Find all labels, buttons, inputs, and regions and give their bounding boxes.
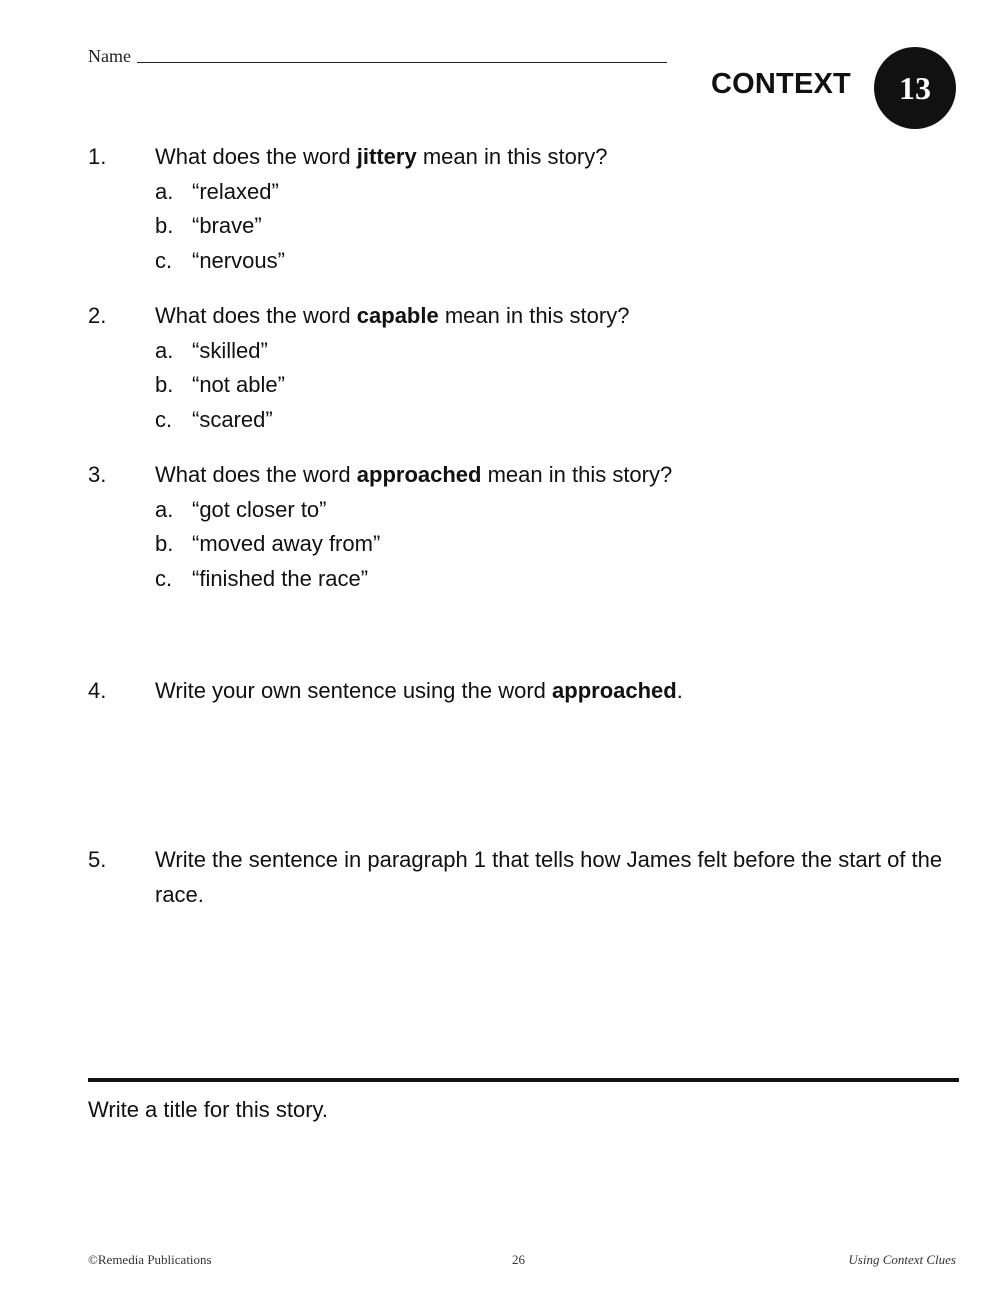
keyword: approached bbox=[552, 678, 677, 703]
answer-option[interactable]: a. “relaxed” bbox=[155, 178, 279, 204]
keyword: capable bbox=[356, 303, 439, 328]
answer-options bbox=[155, 175, 285, 279]
question-number: 2. bbox=[88, 303, 107, 328]
lesson-number: 13 bbox=[899, 69, 931, 106]
answer-option[interactable]: b. “moved away from” bbox=[155, 531, 381, 556]
question-stem: What does the word approached mean in this story? bbox=[155, 462, 673, 487]
name-field bbox=[88, 46, 667, 67]
section-divider bbox=[88, 1078, 959, 1082]
answer-option[interactable]: a. “skilled” bbox=[155, 337, 268, 363]
section-title: CONTEXT bbox=[711, 68, 851, 100]
answer-options bbox=[155, 493, 380, 597]
question-stem: Write your own sentence using the word approached. bbox=[155, 678, 683, 703]
title-prompt: Write a title for this story. bbox=[88, 1097, 329, 1122]
answer-option[interactable]: a. “got closer to” bbox=[155, 496, 327, 522]
question-stem: What does the word jittery mean in this story? bbox=[155, 144, 608, 169]
keyword: approached bbox=[356, 462, 482, 487]
answer-option[interactable]: c. “scared” bbox=[155, 406, 273, 432]
question-number: 3. bbox=[88, 462, 107, 487]
answer-option[interactable]: c. “finished the race” bbox=[155, 565, 369, 591]
footer-book-title: Using Context Clues bbox=[848, 1252, 956, 1267]
lesson-number-badge bbox=[874, 47, 956, 129]
answer-option[interactable]: c. “nervous” bbox=[155, 247, 285, 273]
question-number: 1. bbox=[88, 144, 107, 169]
name-input-line[interactable] bbox=[137, 62, 667, 63]
keyword: jittery bbox=[356, 144, 417, 169]
answer-option[interactable]: b. “brave” bbox=[155, 213, 262, 238]
question-stem: What does the word capable mean in this story? bbox=[155, 303, 630, 328]
answer-options bbox=[155, 334, 285, 438]
footer-page-number: 26 bbox=[512, 1252, 525, 1267]
question-number: 5. bbox=[88, 847, 107, 872]
footer-publisher: ©Remedia Publications bbox=[88, 1252, 212, 1267]
answer-option[interactable]: b. “not able” bbox=[155, 372, 285, 397]
question-stem: Write the sentence in paragraph 1 that tells how James felt before the start of the race. bbox=[155, 847, 943, 907]
name-label: Name bbox=[88, 46, 131, 66]
question-number: 4. bbox=[88, 678, 107, 703]
